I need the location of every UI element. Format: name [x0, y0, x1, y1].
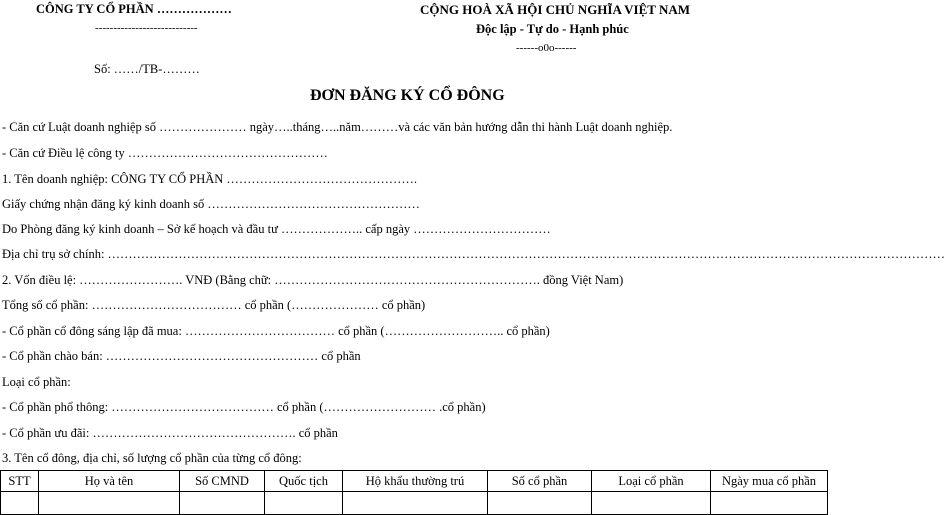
col-name: Họ và tên: [39, 471, 180, 492]
form-line: 2. Vốn điều lệ: ……………………. VNĐ (Bằng chữ: ………………………………………………………. đồng Việt Nam): [2, 273, 624, 287]
document-number: Số: ……/TB-………: [94, 62, 200, 76]
company-rule: ----------------------------: [95, 22, 198, 34]
motto-rule: ------o0o------: [516, 42, 577, 54]
form-line: Tổng số cổ phần: ……………………………… cổ phần (………………… cổ phần): [2, 298, 426, 312]
table-cell[interactable]: [711, 492, 828, 515]
form-line: - Căn cứ Điều lệ công ty …………………………………………: [2, 146, 328, 160]
col-stt: STT: [1, 471, 39, 492]
table-row: [1, 492, 828, 515]
col-nationality: Quốc tịch: [265, 471, 343, 492]
form-line: - Cổ phần ưu đãi: …………………………………………. cổ phần: [2, 426, 338, 440]
form-line: - Cổ phần phổ thông: ………………………………… cổ phần (……………………… .cổ phần): [2, 400, 486, 414]
form-title: ĐƠN ĐĂNG KÝ CỔ ĐÔNG: [310, 87, 505, 104]
form-line: 3. Tên cổ đông, địa chỉ, số lượng cổ phần của từng cổ đông:: [2, 451, 302, 465]
col-purchase-date: Ngày mua cổ phần: [711, 471, 828, 492]
form-line: Do Phòng đăng ký kinh doanh – Sở kế hoạch và đầu tư ……………….. cấp ngày ……………………………: [2, 222, 551, 236]
table-cell[interactable]: [180, 492, 265, 515]
form-line: Giấy chứng nhận đăng ký kinh doanh số ……………………………………………: [2, 197, 420, 211]
company-name: CÔNG TY CỔ PHẦN ………………: [36, 2, 232, 16]
form-line: - Cổ phần cổ đông sáng lập đã mua: ……………………………… cổ phần (……………………….. cổ phần): [2, 324, 550, 338]
table-cell[interactable]: [488, 492, 592, 515]
col-residence: Hộ khẩu thường trú: [343, 471, 488, 492]
shareholder-table: [0, 470, 828, 515]
col-share-type: Loại cổ phần: [592, 471, 711, 492]
form-line: Địa chỉ trụ sở chính: …………………………………………………………………………………………………………………………………………………………………………………: [2, 247, 945, 261]
col-shares: Số cổ phần: [488, 471, 592, 492]
col-id: Số CMND: [180, 471, 265, 492]
table-cell[interactable]: [265, 492, 343, 515]
form-line: - Cổ phần chào bán: …………………………………………… cổ phần: [2, 349, 361, 363]
form-line: Loại cổ phần:: [2, 375, 71, 389]
motto: Độc lập - Tự do - Hạnh phúc: [476, 22, 629, 36]
form-line: - Căn cứ Luật doanh nghiệp số ………………… ngày…..tháng…..năm………và các văn bản hướng dẫn thi hành Luật doanh nghiệp.: [2, 120, 673, 134]
form-line: 1. Tên doanh nghiệp: CÔNG TY CỔ PHẦN ……………………………………….: [2, 172, 418, 186]
table-cell[interactable]: [39, 492, 180, 515]
table-cell[interactable]: [343, 492, 488, 515]
table-cell[interactable]: [1, 492, 39, 515]
nation-title: CỘNG HOÀ XÃ HỘI CHỦ NGHĨA VIỆT NAM: [420, 2, 691, 17]
table-cell[interactable]: [592, 492, 711, 515]
table-header-row: [1, 471, 828, 492]
